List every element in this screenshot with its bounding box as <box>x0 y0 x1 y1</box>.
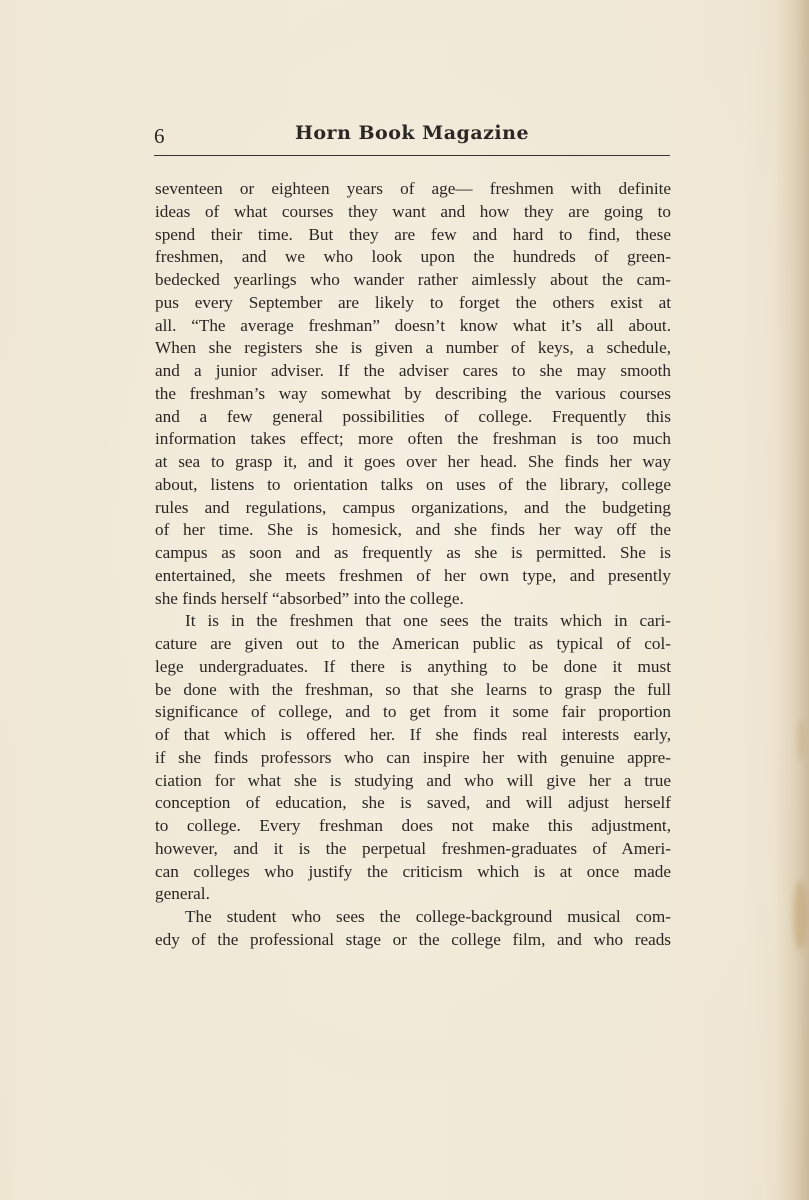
text-line: general. <box>155 884 210 904</box>
text-line: The student who sees the college-background musical com- <box>185 907 671 926</box>
text-line: ciation for what she is studying and who will give her a true <box>155 770 671 790</box>
text-line: she finds herself “absorbed” into the college. <box>155 588 464 608</box>
text-line: to college. Every freshman does not make this adjustment, <box>155 816 671 835</box>
page-edge-shadow <box>775 0 809 1200</box>
text-line: ideas of what courses they want and how they are going to <box>155 201 671 221</box>
text-line: When she registers she is given a number of keys, a schedule, <box>155 338 671 358</box>
paper-stain <box>797 720 805 760</box>
text-line: pus every September are likely to forget the others exist at <box>155 292 671 312</box>
text-line: campus as soon and as frequently as she is permitted. She is <box>155 543 671 562</box>
text-line: spend their time. But they are few and hard to find, these <box>155 224 671 244</box>
text-line: entertained, she meets freshmen of her own type, and presently <box>155 565 671 585</box>
text-line: information takes effect; more often the freshman is too much <box>155 429 671 449</box>
text-line: of that which is offered her. If she finds real interests early, <box>155 725 671 744</box>
text-line: can colleges who justify the criticism which is at once made <box>155 861 671 881</box>
paper-stain <box>793 880 807 950</box>
text-line: cature are given out to the American public as typical of col- <box>155 634 671 653</box>
body-text <box>155 178 671 952</box>
text-line: bedecked yearlings who wander rather aimlessly about the cam- <box>155 270 671 289</box>
text-line: at sea to grasp it, and it goes over her head. She finds her way <box>155 452 671 471</box>
text-line: the freshman’s way somewhat by describing the various courses <box>155 383 671 403</box>
text-line: of her time. She is homesick, and she finds her way off the <box>155 520 671 540</box>
text-line: be done with the freshman, so that she learns to grasp the full <box>155 679 671 699</box>
text-line: It is in the freshmen that one sees the traits which in cari- <box>185 611 671 631</box>
text-line: and a few general possibilities of college. Frequently this <box>155 406 671 426</box>
text-line: however, and it is the perpetual freshmen-graduates of Ameri- <box>155 838 671 858</box>
text-line: significance of college, and to get from it some fair proportion <box>155 702 671 722</box>
text-line: seventeen or eighteen years of age— freshmen with definite <box>155 179 671 198</box>
running-title: Horn Book Magazine <box>294 122 530 144</box>
text-line: freshmen, and we who look upon the hundreds of green- <box>155 247 671 267</box>
text-line: if she finds professors who can inspire her with genuine appre- <box>155 747 671 767</box>
text-line: rules and regulations, campus organizations, and the budgeting <box>155 497 671 517</box>
text-line: and a junior adviser. If the adviser cares to she may smooth <box>155 361 671 380</box>
page-header <box>154 120 670 156</box>
page-number: 6 <box>154 124 165 148</box>
text-line: lege undergraduates. If there is anything to be done it must <box>155 656 671 676</box>
text-line: all. “The average freshman” doesn’t know what it’s all about. <box>155 315 671 335</box>
text-line: edy of the professional stage or the college film, and who reads <box>155 929 671 949</box>
text-line: about, listens to orientation talks on uses of the library, college <box>155 474 671 494</box>
header-rule <box>154 155 670 156</box>
text-line: conception of education, she is saved, and will adjust herself <box>155 793 671 813</box>
